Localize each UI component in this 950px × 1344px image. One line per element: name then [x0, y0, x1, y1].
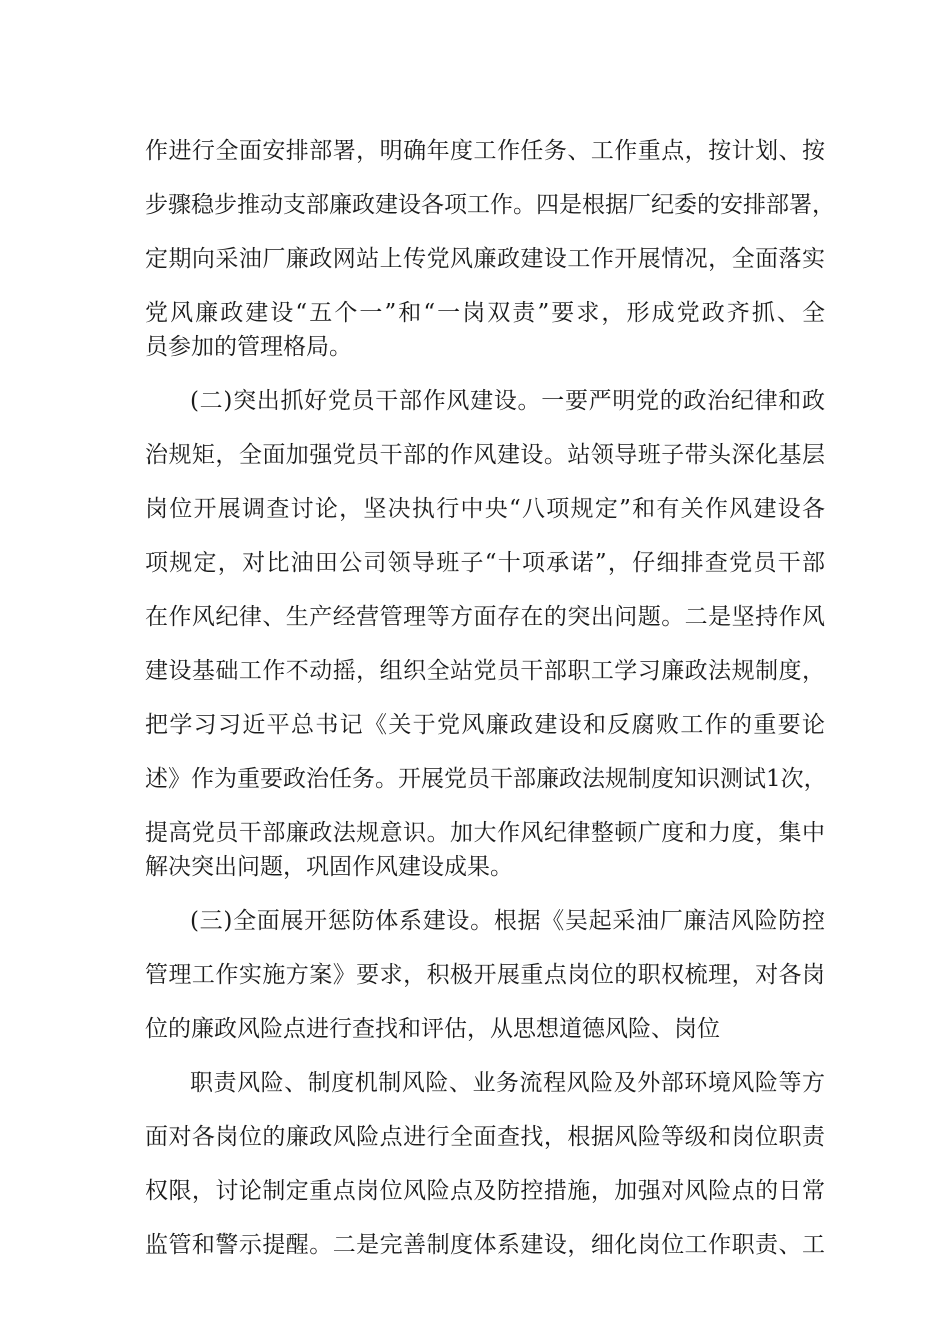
text-line-10: 在作风纪律、生产经营管理等方面存在的突出问题。二是坚持作风: [145, 604, 825, 630]
text-line-5: 员参加的管理格局。: [145, 334, 352, 360]
text-line-17: 管理工作实施方案》要求，积极开展重点岗位的职权梳理，对各岗: [145, 962, 825, 988]
text-line-12: 把学习习近平总书记《关于党风廉政建设和反腐败工作的重要论: [145, 712, 825, 738]
text-line-18: 位的廉政风险点进行查找和评估，从思想道德风险、岗位: [145, 1016, 720, 1042]
text-line-8: 岗位开展调查讨论，坚决执行中央“八项规定”和有关作风建设各: [145, 496, 825, 522]
text-line-21: 权限，讨论制定重点岗位风险点及防控措施，加强对风险点的日常: [145, 1178, 825, 1204]
text-line-4: 党风廉政建设“五个一”和“一岗双责”要求，形成党政齐抓、全: [145, 300, 825, 326]
text-line-1: 作进行全面安排部署，明确年度工作任务、工作重点，按计划、按: [145, 138, 825, 164]
paragraph-3-heading-line: (三)全面展开惩防体系建设。根据《吴起采油厂廉洁风险防控: [190, 908, 825, 934]
text-line-15: 解决突出问题，巩固作风建设成果。: [145, 854, 513, 880]
text-line-20: 面对各岗位的廉政风险点进行全面查找，根据风险等级和岗位职责: [145, 1124, 825, 1150]
text-line-7: 治规矩，全面加强党员干部的作风建设。站领导班子带头深化基层: [145, 442, 825, 468]
text-line-14: 提高党员干部廉政法规意识。加大作风纪律整顿广度和力度，集中: [145, 820, 825, 846]
text-line-13: 述》作为重要政治任务。开展党员干部廉政法规制度知识测试1次，: [145, 766, 827, 792]
text-line-22: 监管和警示提醒。二是完善制度体系建设，细化岗位工作职责、工: [145, 1232, 825, 1258]
text-line-11: 建设基础工作不动摇，组织全站党员干部职工学习廉政法规制度，: [145, 658, 825, 684]
text-line-2: 步骤稳步推动支部廉政建设各项工作。四是根据厂纪委的安排部署，: [145, 192, 835, 218]
text-line-9: 项规定，对比油田公司领导班子“十项承诺”，仔细排查党员干部: [145, 550, 825, 576]
text-line-3: 定期向采油厂廉政网站上传党风廉政建设工作开展情况，全面落实: [145, 246, 825, 272]
paragraph-4-first-line: 职责风险、制度机制风险、业务流程风险及外部环境风险等方: [190, 1070, 825, 1096]
paragraph-2-heading-line: (二)突出抓好党员干部作风建设。一要严明党的政治纪律和政: [190, 388, 825, 414]
